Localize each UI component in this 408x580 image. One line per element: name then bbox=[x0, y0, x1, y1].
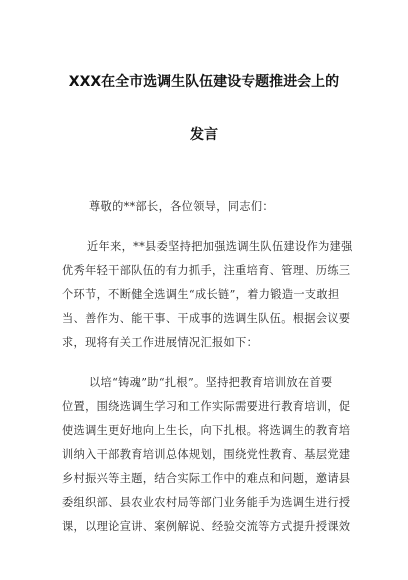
paragraph-line: 当、善作为、能干事、干成事的选调生队伍。根据会议要 bbox=[62, 312, 351, 325]
paragraph-line: 训纳入干部教育培训总体规划，围绕党性教育、基层党建 bbox=[62, 448, 351, 461]
paragraph-line: 乡村振兴等主题，结合实际工作中的难点和问题，邀请县 bbox=[62, 472, 351, 485]
paragraph-line: 近年来，**县委坚持把加强选调生队伍建设作为建强 bbox=[87, 240, 353, 253]
salutation: 尊敬的**部长，各位领导，同志们： bbox=[89, 200, 274, 213]
paragraph-line: 求，现将有关工作进展情况汇报如下： bbox=[62, 336, 259, 349]
paragraph-line: 课，以理论宣讲、案例解说、经验交流等方式提升授课效 bbox=[62, 520, 351, 533]
paragraph-line: 位置，围绕选调生学习和工作实际需要进行教育培训，促 bbox=[62, 400, 351, 413]
paragraph-line: 以培“铸魂”助“扎根”。坚持把教育培训放在首要 bbox=[89, 376, 333, 389]
paragraph-line: 个环节，不断健全选调生“成长链”，着力锻造一支敢担 bbox=[62, 288, 340, 301]
paragraph-line: 使选调生更好地向上生长，向下扎根。将选调生的教育培 bbox=[62, 424, 351, 437]
paragraph-line: 优秀年轻干部队伍的有力抓手，注重培育、管理、历练三 bbox=[62, 264, 351, 277]
document-title-line-1: XXX在全市选调生队伍建设专题推进会上的 bbox=[68, 74, 340, 90]
paragraph-line: 委组织部、县农业农村局等部门业务能手为选调生进行授 bbox=[62, 496, 351, 509]
document-title-line-2: 发言 bbox=[190, 127, 218, 143]
